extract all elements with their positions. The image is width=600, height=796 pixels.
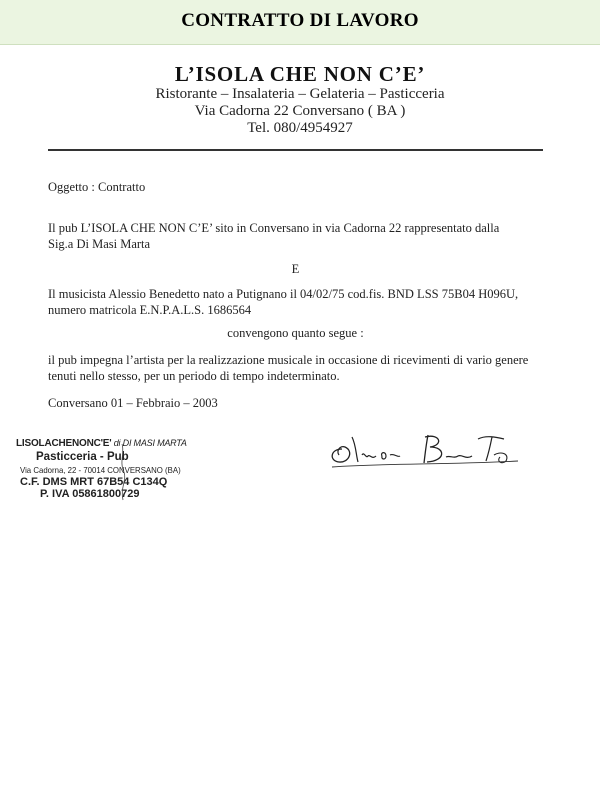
paragraph-line: tenuti nello stesso, per un periodo di tempo indeterminato.	[48, 369, 340, 383]
company-address: Via Cadorna 22 Conversano ( BA )	[194, 103, 406, 119]
company-subtitle: Ristorante – Insalateria – Gelateria – Pasticceria	[155, 86, 445, 102]
stamp-scribble	[116, 442, 130, 502]
stamp-owner: di DI MASI MARTA	[111, 438, 187, 448]
stamp-line-3: Via Cadorna, 22 - 70014 CONVERSANO (BA)	[20, 465, 181, 475]
subject-line: Oggetto : Contratto	[48, 180, 146, 194]
paragraph-line: Sig.a Di Masi Marta	[48, 237, 151, 251]
company-stamp	[16, 436, 206, 526]
document-title: CONTRATTO DI LAVORO	[181, 10, 419, 31]
letterhead	[0, 62, 600, 137]
company-name: L’ISOLA CHE NON C’E’	[174, 62, 426, 86]
paragraph-line: il pub impegna l’artista per la realizzazione musicale in occasione di ricevimenti di vario genere	[48, 353, 529, 367]
party1-paragraph	[48, 220, 499, 252]
stamp-company: LISOLACHENONC'E'	[16, 438, 112, 449]
stamp-line-2: Pasticceria - Pub	[36, 451, 129, 463]
party2-paragraph	[48, 286, 518, 318]
paragraph-line: Il pub L’ISOLA CHE NON C’E’ sito in Conversano in via Cadorna 22 rappresentato dalla	[48, 221, 500, 235]
stamp-line-1	[16, 438, 187, 449]
agreement-line: convengono quanto segue :	[227, 326, 364, 340]
title-banner	[0, 0, 600, 45]
handwritten-signature	[328, 425, 523, 470]
paragraph-line: numero matricola E.N.P.A.L.S. 1686564	[48, 303, 252, 317]
date-line: Conversano 01 – Febbraio – 2003	[48, 396, 218, 410]
letterhead-divider	[48, 149, 543, 151]
company-phone: Tel. 080/4954927	[247, 120, 353, 136]
terms-paragraph	[48, 352, 528, 384]
paragraph-line: Il musicista Alessio Benedetto nato a Putignano il 04/02/75 cod.fis. BND LSS 75B04 H096U,	[48, 287, 519, 301]
stamp-line-4: C.F. DMS MRT 67B54 C134Q	[20, 476, 168, 488]
stamp-line-5: P. IVA 05861800729	[40, 488, 140, 500]
conjunction-e: E	[291, 262, 300, 276]
